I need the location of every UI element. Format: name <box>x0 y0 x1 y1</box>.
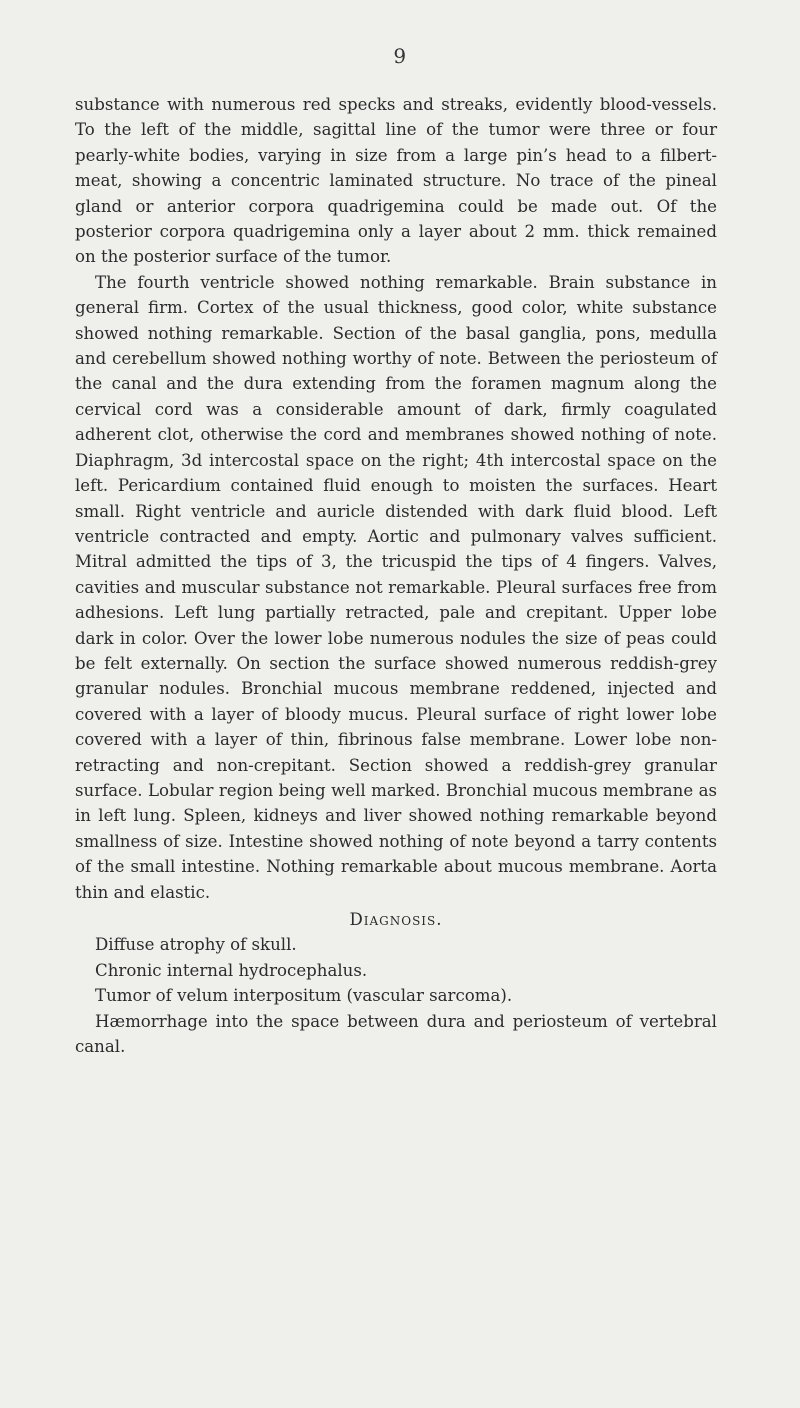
diagnosis-item: Tumor of velum interpositum (vascular sarcoma). <box>95 986 513 1006</box>
diagnosis-item: Diffuse atrophy of skull. <box>95 935 297 955</box>
paragraph-tumor-description: substance with numerous red specks and streaks, evidently blood-vessels. To the left of the middle, sagittal line of the tumor were three or four pearly-white bodies, varying in size from a large pin’s head to a filbert-meat, showing a concentric laminated structure. No trace of the pineal gland or anterior corpora quadrigemina could be made out. Of the posterior corpora quadrigemina only a layer about 2 mm. thick remained on the posterior surface of the tumor. <box>75 95 717 267</box>
diagnosis-item: Hæmorrhage into the space between dura and periosteum of vertebral canal. <box>75 1011 717 1057</box>
diagnosis-item: Chronic internal hydrocephalus. <box>95 960 368 980</box>
page-number: 9 <box>393 44 407 68</box>
paragraph-autopsy-findings: The fourth ventricle showed nothing remarkable. Brain substance in general firm. Cortex of the usual thickness, good color, white substance showed nothing remarkable. Section of the basal ganglia, pons, medulla and cerebellum showed nothing worthy of note. Between the periosteum of the canal and the dura extending from the foramen magnum along the cervical cord was a considerable amount of dark, firmly coagulated adherent clot, otherwise the cord and membranes showed nothing of note. Diaphragm, 3d intercostal space on the right; 4th intercostal space on the left. Pericardium contained fluid enough to moisten the surfaces. Heart small. Right ventricle and auricle distended with dark fluid blood. Left ventricle contracted and empty. Aortic and pulmonary valves sufficient. Mitral admitted the tips of 3, the tricuspid the tips of 4 fingers. Valves, cavities and muscular substance not remarkable. Pleural surfaces free from adhesions. Left lung partially retracted, pale and crepitant. Upper lobe dark in color. Over the lower lobe numerous nodules the size of peas could be felt externally. On section the surface showed numerous reddish-grey granular nodules. Bronchial mucous membrane reddened, injected and covered with a layer of bloody mucus. Pleural surface of right lower lobe covered with a layer of thin, fibrinous false membrane. Lower lobe non-retracting and non-crepitant. Section showed a reddish-grey granular surface. Lobular region being well marked. Bronchial mucous membrane as in left lung. Spleen, kidneys and liver showed nothing remarkable beyond smallness of size. Intestine showed nothing of note beyond a tarry contents of the small intestine. Nothing remarkable about mucous membrane. Aorta thin and elastic. <box>75 272 717 902</box>
diagnosis-list <box>75 932 717 1059</box>
diagnosis-heading: Diagnosis. <box>349 910 443 929</box>
body-text <box>75 92 717 1059</box>
